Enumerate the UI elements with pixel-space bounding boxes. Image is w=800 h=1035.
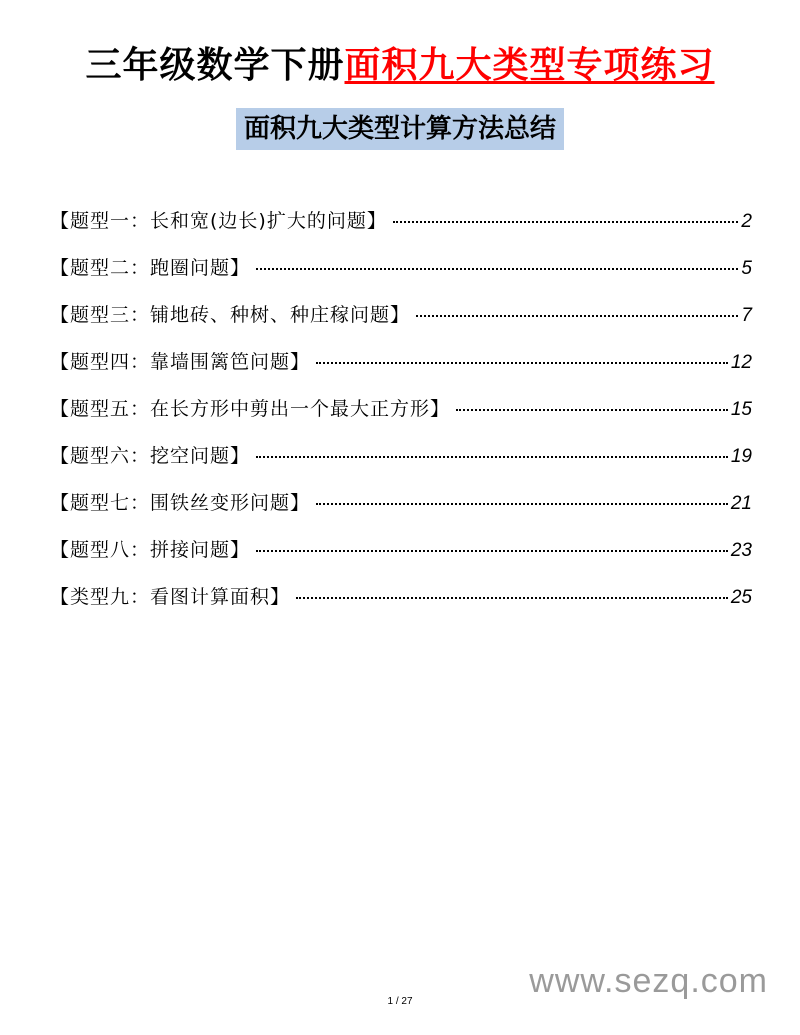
toc-entry-page: 15 — [730, 399, 752, 420]
toc-entry-page: 12 — [730, 352, 752, 373]
toc-leader-dots — [316, 362, 728, 364]
toc-entry-label: 【题型五：在长方形中剪出一个最大正方形】 — [50, 398, 451, 420]
toc-entry-label: 【题型六：挖空问题】 — [50, 445, 251, 467]
toc-entry-label: 【题型二：跑圈问题】 — [50, 257, 251, 279]
toc-leader-dots — [256, 550, 728, 552]
toc-entry-6[interactable] — [50, 441, 752, 488]
toc-entry-page: 2 — [741, 211, 752, 232]
toc-leader-dots — [416, 315, 738, 317]
toc-leader-dots — [393, 221, 739, 223]
toc-entry-label: 【题型三：铺地砖、种树、种庄稼问题】 — [50, 304, 411, 326]
toc-entry-7[interactable] — [50, 488, 752, 535]
title-red-part: 面积九大类型专项练习 — [344, 45, 715, 86]
toc-entry-label: 【类型九：看图计算面积】 — [50, 586, 291, 608]
toc-entry-label: 【题型八：拼接问题】 — [50, 539, 251, 561]
toc-entry-9[interactable] — [50, 582, 752, 629]
toc-entry-8[interactable] — [50, 535, 752, 582]
toc-leader-dots — [316, 503, 728, 505]
toc-entry-label: 【题型四：靠墙围篱笆问题】 — [50, 351, 311, 373]
toc-leader-dots — [456, 409, 728, 411]
subtitle-container — [0, 108, 800, 150]
toc-entry-5[interactable] — [50, 394, 752, 441]
toc-leader-dots — [256, 456, 728, 458]
toc-entry-label: 【题型一：长和宽(边长)扩大的问题】 — [50, 210, 387, 232]
toc-entry-page: 7 — [741, 305, 752, 326]
toc-entry-page: 19 — [730, 446, 752, 467]
toc-entry-page: 23 — [730, 540, 752, 561]
toc-leader-dots — [296, 597, 728, 599]
toc-entry-4[interactable] — [50, 347, 752, 394]
toc-entry-1[interactable] — [50, 206, 752, 253]
toc-entry-page: 5 — [741, 258, 752, 279]
toc-leader-dots — [256, 268, 738, 270]
toc-entry-page: 25 — [730, 587, 752, 608]
document-subtitle: 面积九大类型计算方法总结 — [236, 108, 564, 150]
toc-entry-label: 【题型七：围铁丝变形问题】 — [50, 492, 311, 514]
toc-entry-page: 21 — [730, 493, 752, 514]
document-title — [0, 40, 800, 92]
title-black-part: 三年级数学下册 — [85, 45, 345, 86]
toc-entry-2[interactable] — [50, 253, 752, 300]
table-of-contents — [50, 206, 752, 629]
toc-entry-3[interactable] — [50, 300, 752, 347]
watermark-text: www.sezq.com — [529, 962, 768, 1000]
page-number: 1 / 27 — [387, 996, 413, 1007]
